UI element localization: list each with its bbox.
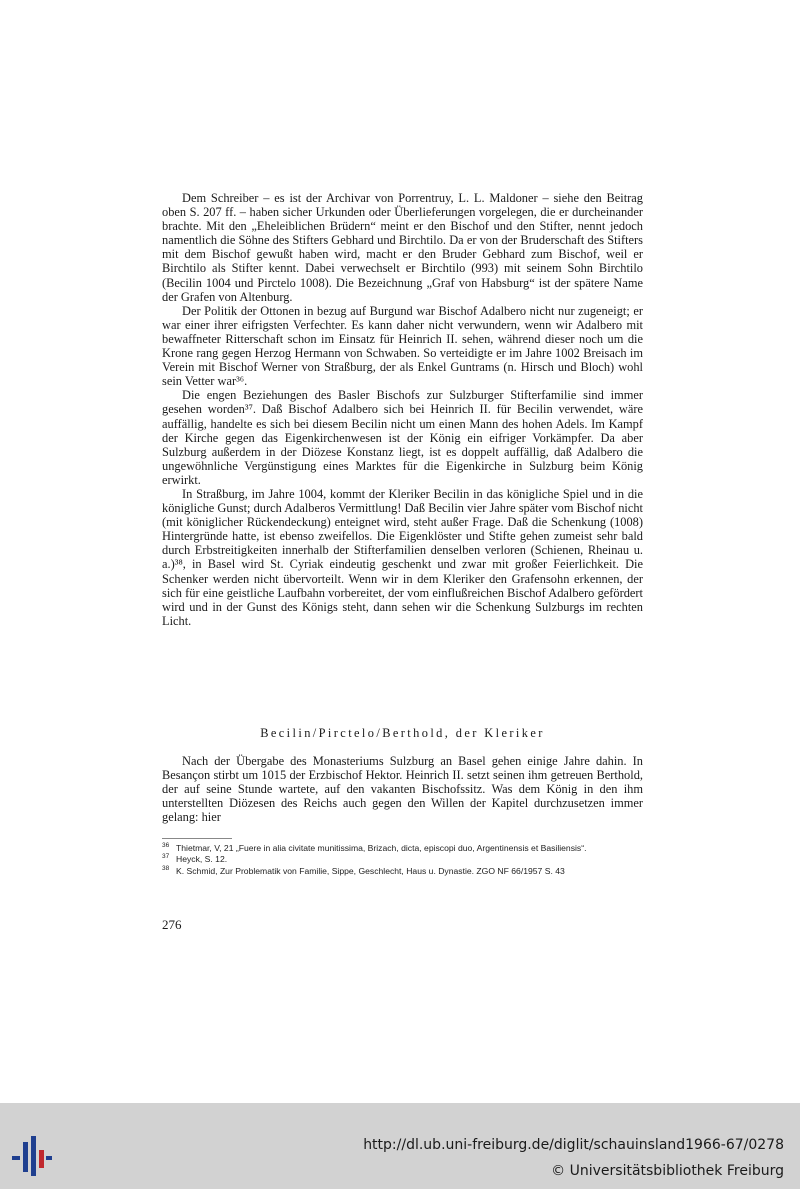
- permalink-url[interactable]: http://dl.ub.uni-freiburg.de/diglit/schauinsland1966-67/0278: [363, 1137, 784, 1153]
- footnote-36: [162, 843, 643, 853]
- footnote-number: 38: [162, 864, 170, 872]
- footnote-38: [162, 866, 643, 876]
- paragraph-4: In Straßburg, im Jahre 1004, kommt der Kleriker Becilin in das königliche Spiel und in die königliche Gunst; durch Adalberos Vermittlung! Daß Becilin vier Jahre später vom Bischof nicht (mit königlicher Rückendeckung) enteignet wird, steht außer Frage. Daß die Schenkung (1008) Hintergründe hatte, ist ebenso zweifellos. Die Eigenklöster und Stifte gehen zumeist sehr bald durch Erbstreitigkeiten innerhalb der Stifterfamilien denselben verloren (Schienen, Rheinau u. a.)³⁸, in Basel wird St. Cyriak eindeutig geschenkt und zwar mit großer Feierlichkeit. Die Schenker werden nicht übervorteilt. Wenn wir in dem Kleriker den Grafensohn erkennen, der sich für eine geistliche Laufbahn vorbereitet, der vom einflußreichen Bischof Adalbero gefördert wird und in der Gunst des Königs steht, dann sehen wir die Schenkung Sulzburgs im rechten Licht.: [162, 486, 643, 628]
- page-number: 276: [162, 917, 182, 932]
- body-text-section-1: [162, 191, 643, 628]
- copyright-notice: © Universitätsbibliothek Freiburg: [551, 1163, 784, 1179]
- footnotes: [162, 843, 643, 877]
- section-heading: Becilin/Pirctelo/Berthold, der Kleriker: [260, 726, 545, 740]
- footnote-text: K. Schmid, Zur Problematik von Familie, Sippe, Geschlecht, Haus u. Dynastie. ZGO NF 66/1957 S. 43: [176, 865, 565, 876]
- paragraph-3: Die engen Beziehungen des Basler Bischofs zur Sulzburger Stifterfamilie sind immer gesehen worden³⁷. Daß Bischof Adalbero sich bei Heinrich II. für Becilin verwendet, wäre auffällig, handelte es sich bei diesem Becilin nicht um einen Mann des hohen Adels. Im Kampf der Kirche gegen das Eigenkirchenwesen ist der König ein eifriger Vorkämpfer. Da aber Sulzburg außerdem in der Diözese Konstanz liegt, ist es doppelt auffällig, daß Adalbero die ungewöhnliche Vergünstigung eines Marktes für die Eigenkirche in Sulzburg beim König erwirkt.: [162, 388, 643, 487]
- footnote-text: Thietmar, V, 21 „Fuere in alia civitate munitissima, Brizach, dicta, episcopi duo, Argentinensis et Basiliensis“.: [176, 843, 587, 853]
- logo-bar: [46, 1156, 52, 1160]
- footnote-number: 37: [162, 853, 170, 861]
- ub-freiburg-logo-icon[interactable]: [12, 1136, 52, 1176]
- footnote-text: Heyck, S. 12.: [176, 854, 228, 865]
- logo-bar: [12, 1156, 20, 1160]
- paragraph-5: Nach der Übergabe des Monasteriums Sulzburg an Basel gehen einige Jahre dahin. In Besançon stirbt um 1015 der Erzbischof Hektor. Heinrich II. setzt seinen ihm getreuen Berthold, der auf seine Stunde wartete, auf den vakanten Bischofssitz. Was dem König in den ihm unterstellten Diözesen des Reichs auch gegen den Willen der Kapitel durchzusetzen immer gelang: hier: [162, 754, 643, 825]
- paragraph-1: Dem Schreiber – es ist der Archivar von Porrentruy, L. L. Maldoner – siehe den Beitrag oben S. 207 ff. – haben sicher Urkunden oder Überlieferungen vorgelegen, die er durcheinander brachte. Mit den „Eheleiblichen Brüdern“ meint er den Bischof und den Stifter, nennt jedoch namentlich die Söhne des Stifters Gebhard und Birchtilo. Da er von der Bruderschaft des Stifters mit dem Bischof gewußt haben wird, macht er den Bruder Gebhard zum Bischof, weil er Birchtilo als Stifter kennt. Dabei verwechselt er Birchtilo (993) mit seinem Sohn Birchtilo (Becilin 1004 und Pirctelo 1008). Die Bezeichnung „Graf von Habsburg“ ist der spätere Name der Grafen von Altenburg.: [162, 191, 643, 304]
- viewer-footer-bar: [0, 1103, 800, 1189]
- logo-bar: [39, 1150, 44, 1168]
- paragraph-2: Der Politik der Ottonen in bezug auf Burgund war Bischof Adalbero nicht nur zugeneigt; er war einer ihrer eifrigsten Verfechter. Es kann daher nicht verwundern, wenn wir Adalbero mit bewaffneter Ritterschaft schon im Einsatz für Heinrich II. sehen, während dieser noch um die Krone rang gegen Herzog Hermann von Schwaben. So verteidigte er im Jahre 1002 Breisach im Verein mit Bischof Werner von Straßburg, der als Enkel Guntrams (n. Hirsch und Bloch) wohl sein Vetter war³⁶.: [162, 303, 643, 389]
- footnote-number: 36: [162, 842, 170, 849]
- footnote-37: [162, 854, 643, 864]
- footnote-divider: [162, 838, 232, 839]
- logo-bar: [31, 1136, 36, 1176]
- logo-bar: [23, 1142, 28, 1172]
- body-text-section-2: [162, 754, 643, 824]
